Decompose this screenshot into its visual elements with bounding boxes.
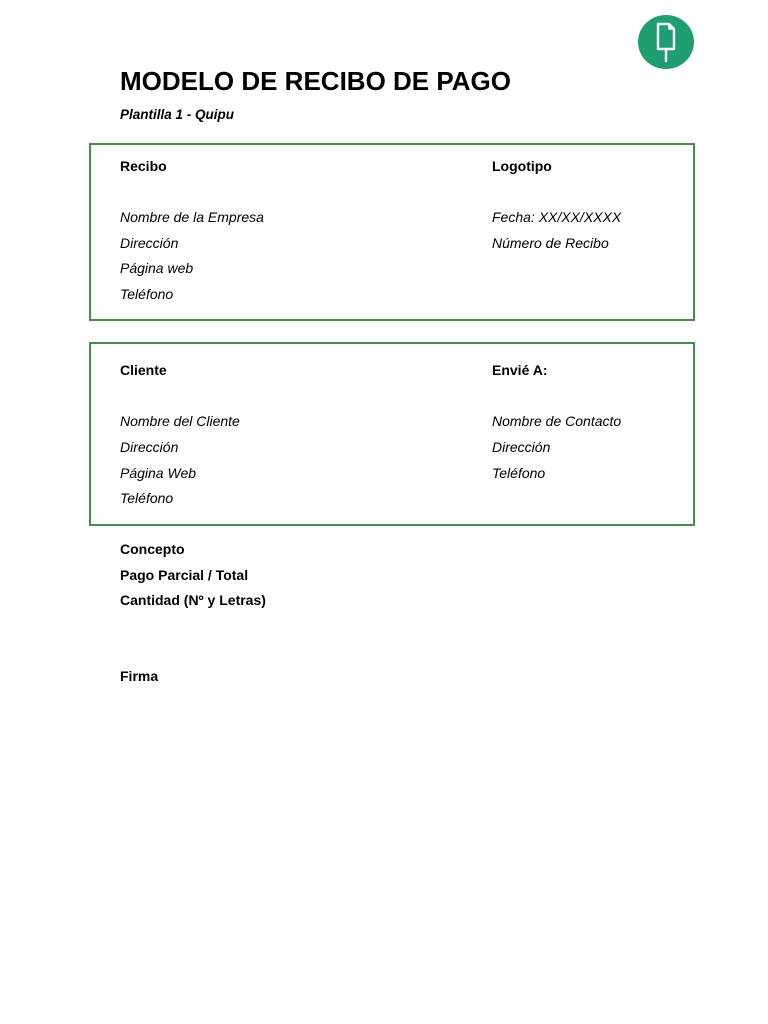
contact-name-field: Nombre de Contacto bbox=[492, 413, 622, 429]
client-info-box bbox=[89, 342, 695, 526]
logo-heading: Logotipo bbox=[492, 158, 552, 174]
amount-label: Cantidad (Nº y Letras) bbox=[120, 592, 266, 608]
signature-label: Firma bbox=[120, 668, 159, 684]
client-heading: Cliente bbox=[120, 362, 167, 378]
document-pin-icon bbox=[638, 15, 694, 69]
company-website-field: Página web bbox=[120, 260, 194, 276]
client-website-field: Página Web bbox=[120, 465, 197, 481]
page-subtitle: Plantilla 1 - Quipu bbox=[120, 107, 235, 122]
quipu-logo-icon bbox=[638, 15, 694, 69]
date-field: Fecha: XX/XX/XXXX bbox=[492, 209, 622, 225]
page-title: MODELO DE RECIBO DE PAGO bbox=[120, 66, 511, 96]
receipt-heading: Recibo bbox=[120, 158, 167, 174]
receipt-number-field: Número de Recibo bbox=[492, 235, 609, 251]
client-phone-field: Teléfono bbox=[120, 490, 174, 506]
client-address-field: Dirección bbox=[120, 439, 179, 455]
contact-phone-field: Teléfono bbox=[492, 465, 546, 481]
ship-to-heading: Envié A: bbox=[492, 362, 548, 378]
company-info-box bbox=[89, 143, 695, 321]
company-phone-field: Teléfono bbox=[120, 286, 174, 302]
company-name-field: Nombre de la Empresa bbox=[120, 209, 264, 225]
client-name-field: Nombre del Cliente bbox=[120, 413, 240, 429]
contact-address-field: Dirección bbox=[492, 439, 551, 455]
concept-label: Concepto bbox=[120, 541, 185, 557]
company-address-field: Dirección bbox=[120, 235, 179, 251]
payment-type-label: Pago Parcial / Total bbox=[120, 567, 249, 583]
